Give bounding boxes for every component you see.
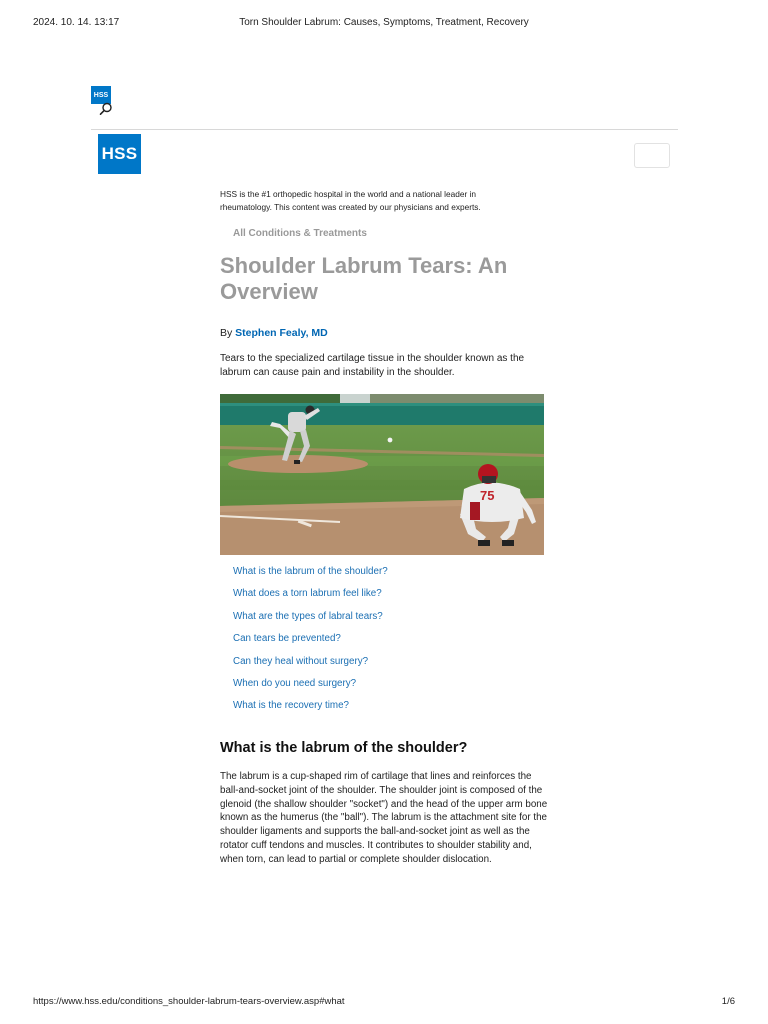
page-number: 1/6 bbox=[721, 996, 735, 1007]
section-body: The labrum is a cup-shaped rim of cartilage that lines and reinforces the ball-and-socket joint of the shoulder. The shoulder joint is composed of the glenoid (the shallow shoulder "socket") and the head of the upper arm bone known as the humerus (the "ball"). The labrum is the attachment site for the shoulder ligaments and supports the ball-and-socket joint as well as the rotator cuff tendons and muscles. It contributes to shoulder stability and, when torn, can lead to partial or complete shoulder dislocation. bbox=[220, 771, 548, 865]
table-of-contents bbox=[233, 565, 388, 722]
page-title: Shoulder Labrum Tears: An Overview bbox=[220, 253, 508, 304]
search-icon[interactable] bbox=[99, 102, 113, 116]
toc-link[interactable]: What does a torn labrum feel like? bbox=[233, 588, 382, 600]
hero-image-baseball bbox=[220, 394, 544, 555]
page-url: https://www.hss.edu/conditions_shoulder-labrum-tears-overview.asp#what bbox=[33, 996, 345, 1007]
byline-prefix: By bbox=[220, 327, 236, 339]
menu-button[interactable] bbox=[634, 143, 670, 168]
hss-logo[interactable]: HSS bbox=[98, 134, 141, 174]
section-heading: What is the labrum of the shoulder? bbox=[220, 740, 468, 756]
lead-paragraph: Tears to the specialized cartilage tissue in the shoulder known as the labrum can cause pain and instability in the shoulder. bbox=[220, 353, 525, 378]
hss-logo-small[interactable]: HSS bbox=[91, 86, 111, 104]
toc-link[interactable]: Can tears be prevented? bbox=[233, 633, 341, 645]
breadcrumb[interactable]: All Conditions & Treatments bbox=[233, 228, 367, 239]
toc-link[interactable]: Can they heal without surgery? bbox=[233, 655, 369, 667]
header-divider bbox=[91, 129, 678, 130]
print-datetime: 2024. 10. 14. 13:17 bbox=[33, 17, 120, 28]
toc-link[interactable]: What is the labrum of the shoulder? bbox=[233, 566, 388, 577]
byline bbox=[220, 327, 328, 339]
toc-link[interactable]: What are the types of labral tears? bbox=[233, 610, 383, 622]
catcher-number: 75 bbox=[480, 488, 495, 503]
toc-link[interactable]: What is the recovery time? bbox=[233, 700, 349, 712]
toc-link[interactable]: When do you need surgery? bbox=[233, 677, 357, 689]
author-link[interactable]: Stephen Fealy, MD bbox=[235, 327, 328, 339]
intro-text: HSS is the #1 orthopedic hospital in the world and a national leader in rheumatology. This content was created by our physicians and experts. bbox=[220, 189, 481, 212]
print-tab-title: Torn Shoulder Labrum: Causes, Symptoms, Treatment, Recovery bbox=[239, 17, 529, 28]
